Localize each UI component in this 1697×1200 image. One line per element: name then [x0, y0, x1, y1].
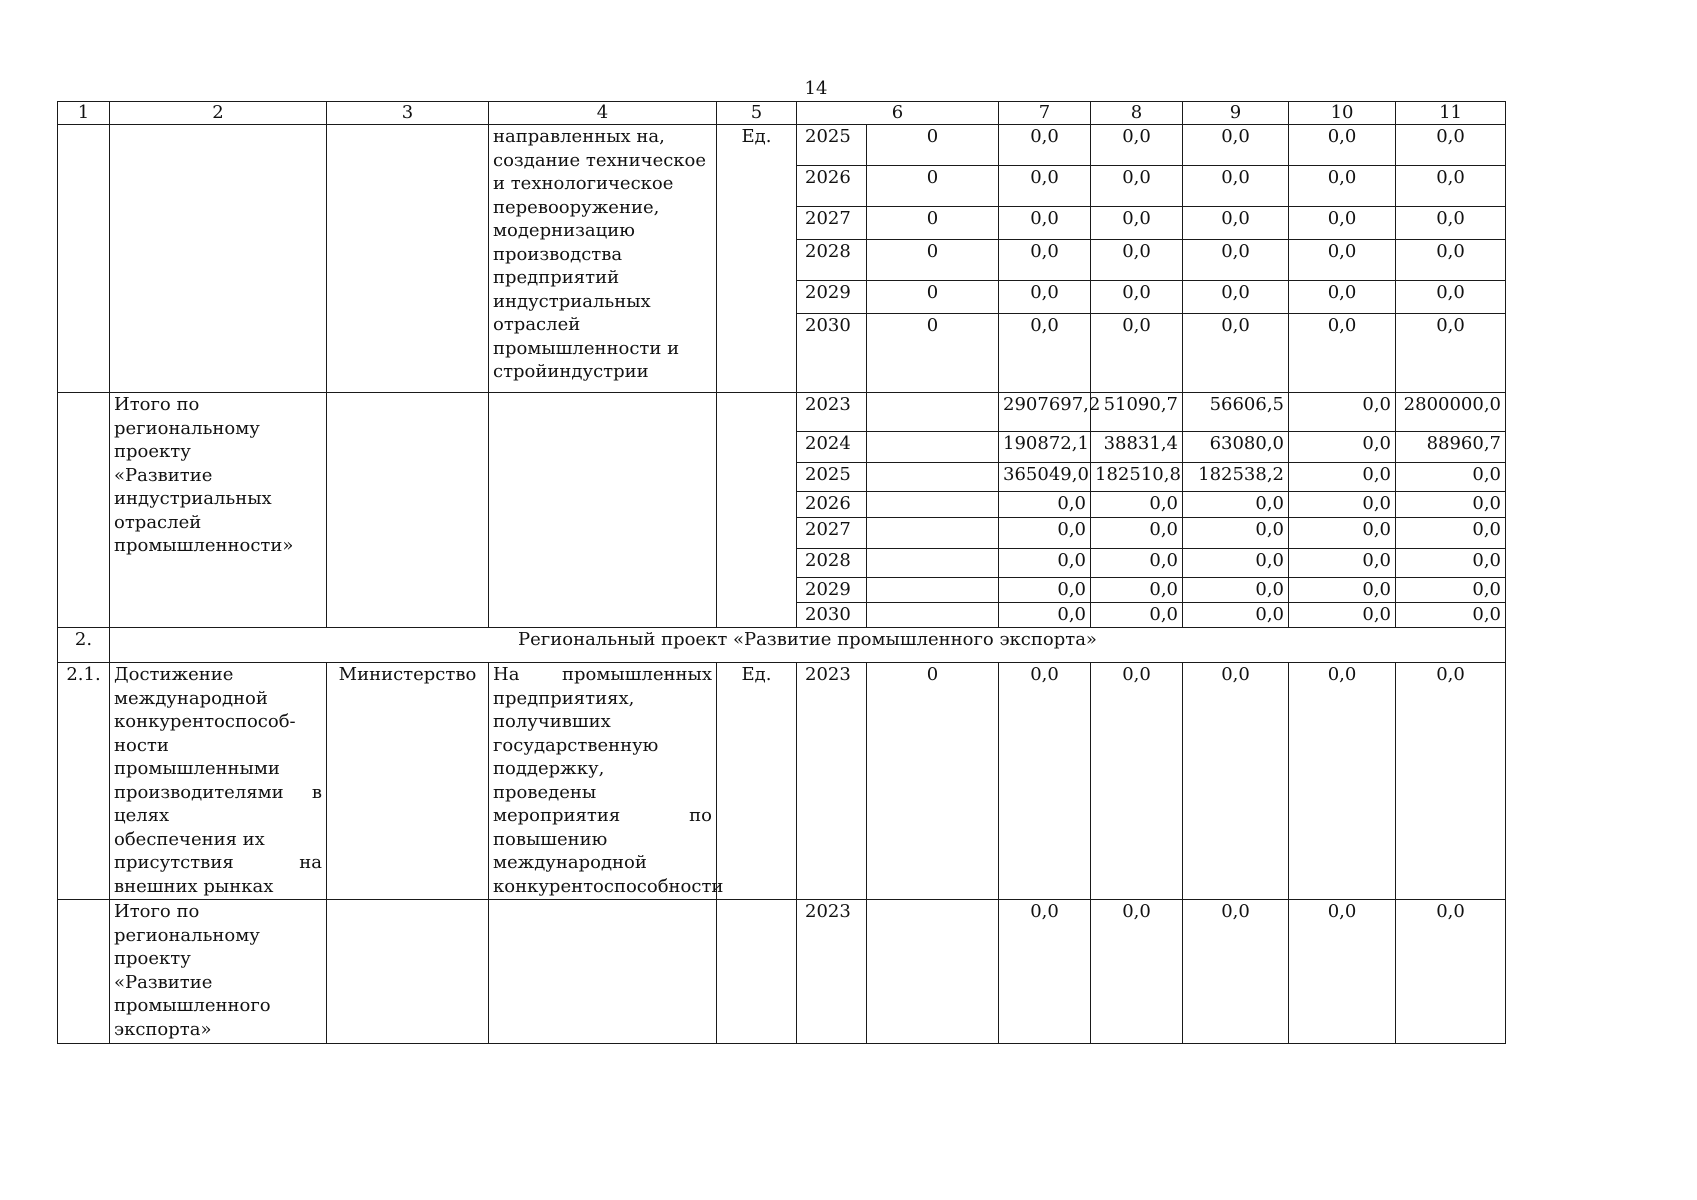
value-cell: 0,0	[999, 240, 1091, 281]
header-cell: 9	[1183, 102, 1289, 125]
value-cell: 0,0	[1289, 663, 1396, 900]
total2-row	[58, 900, 1506, 1044]
value-cell: 0,0	[1091, 900, 1183, 1044]
value-cell: 0,0	[1396, 603, 1506, 628]
value-cell: 0,0	[1289, 549, 1396, 578]
value-cell: 0,0	[1396, 518, 1506, 549]
value-cell: 0,0	[1183, 603, 1289, 628]
value-cell: 2907697,2	[999, 393, 1091, 432]
value-cell: 0,0	[1289, 393, 1396, 432]
header-cell: 8	[1091, 102, 1183, 125]
measure-name	[110, 663, 327, 900]
year-cell: 2029	[797, 578, 867, 603]
empty-cell	[327, 393, 489, 628]
value-cell: 0	[867, 240, 999, 281]
row-2-1	[58, 663, 1506, 900]
empty-cell	[867, 393, 999, 432]
text-line: предприятиях,	[493, 687, 635, 709]
value-cell: 0,0	[1396, 314, 1506, 393]
value-cell: 0,0	[1183, 492, 1289, 518]
value-cell: 0,0	[999, 578, 1091, 603]
value-cell: 0	[867, 207, 999, 240]
empty-cell	[327, 125, 489, 393]
total-label	[110, 393, 327, 628]
text-line: промышленными	[114, 758, 280, 779]
value-cell: 0,0	[1289, 518, 1396, 549]
empty-cell	[867, 432, 999, 463]
header-cell: 6	[797, 102, 999, 125]
text-line: проведены	[493, 781, 597, 803]
value-cell: 0,0	[999, 166, 1091, 207]
value-cell: 0,0	[1396, 492, 1506, 518]
header-cell: 3	[327, 102, 489, 125]
text-line: направленных на,	[493, 126, 665, 147]
value-cell: 0,0	[1091, 207, 1183, 240]
empty-cell	[867, 549, 999, 578]
value-cell: 0,0	[1091, 492, 1183, 518]
section-row	[58, 628, 1506, 663]
year-cell: 2030	[797, 314, 867, 393]
value-cell: 0,0	[999, 518, 1091, 549]
block1	[58, 125, 1506, 393]
value-cell: 182538,2	[1183, 463, 1289, 492]
value-cell: 0,0	[1091, 281, 1183, 314]
value-cell: 0,0	[1396, 125, 1506, 166]
value-cell: 56606,5	[1183, 393, 1289, 432]
text-line: международной	[114, 687, 268, 709]
value-cell: 0	[867, 125, 999, 166]
value-cell: 0,0	[999, 492, 1091, 518]
empty-cell	[58, 125, 110, 393]
year-cell: 2027	[797, 518, 867, 549]
value-cell: 0,0	[1396, 549, 1506, 578]
value-cell: 0,0	[1289, 603, 1396, 628]
value-cell: 0,0	[1183, 166, 1289, 207]
value-cell: 0,0	[1396, 663, 1506, 900]
value-cell: 0,0	[1183, 578, 1289, 603]
text-line: отраслей	[493, 314, 581, 335]
empty-cell	[717, 900, 797, 1044]
value-cell: 182510,8	[1091, 463, 1183, 492]
header-row	[58, 102, 1506, 125]
header-cell: 4	[489, 102, 717, 125]
year-cell: 2026	[797, 166, 867, 207]
value-cell: 0,0	[999, 663, 1091, 900]
value-cell: 0	[867, 663, 999, 900]
value-cell: 0,0	[1091, 549, 1183, 578]
text-line: стройиндустрии	[493, 361, 649, 382]
year-cell: 2023	[797, 900, 867, 1044]
value-cell: 0,0	[1183, 207, 1289, 240]
text-line: «Развитие	[114, 971, 213, 993]
unit: Ед.	[717, 663, 797, 900]
text-line: предприятий	[493, 267, 620, 288]
text-line: конкурентоспособности	[493, 875, 724, 897]
text-line: поддержку,	[493, 758, 605, 779]
text-line: присутствия на	[114, 852, 322, 873]
value-cell: 0,0	[1289, 900, 1396, 1044]
value-cell: 190872,1	[999, 432, 1091, 463]
value-cell: 365049,0	[999, 463, 1091, 492]
value-cell: 0,0	[1289, 432, 1396, 463]
value-cell: 0,0	[1183, 518, 1289, 549]
value-cell: 0,0	[1183, 663, 1289, 900]
text-line: внешних рынках	[114, 875, 274, 897]
text-line: отраслей	[114, 511, 202, 533]
empty-cell	[867, 492, 999, 518]
value-cell: 0,0	[1183, 314, 1289, 393]
value-cell: 0,0	[1396, 281, 1506, 314]
indicator-name	[489, 125, 717, 393]
year-cell: 2029	[797, 281, 867, 314]
text-line: государственную	[493, 734, 659, 756]
text-line: целях	[114, 805, 170, 826]
table-row	[58, 393, 1506, 432]
value-cell: 51090,7	[1091, 393, 1183, 432]
text-line: производства	[493, 243, 623, 265]
empty-cell	[717, 393, 797, 628]
value-cell: 0,0	[1289, 207, 1396, 240]
year-cell: 2026	[797, 492, 867, 518]
year-cell: 2024	[797, 432, 867, 463]
header-cell: 1	[58, 102, 110, 125]
text-line: производителями в	[114, 781, 322, 803]
value-cell: 0,0	[999, 900, 1091, 1044]
row-number: 2.1.	[58, 663, 110, 900]
text-line: «Развитие	[114, 464, 213, 486]
header-cell: 7	[999, 102, 1091, 125]
responsible: Министерство	[327, 663, 489, 900]
empty-cell	[867, 463, 999, 492]
unit: Ед.	[717, 125, 797, 393]
value-cell: 0,0	[1091, 518, 1183, 549]
value-cell: 0,0	[1091, 314, 1183, 393]
value-cell: 0	[867, 281, 999, 314]
value-cell: 0,0	[1091, 578, 1183, 603]
text-line: и технологическое	[493, 173, 674, 194]
value-cell: 0,0	[999, 603, 1091, 628]
empty-cell	[867, 900, 999, 1044]
value-cell: 0,0	[999, 281, 1091, 314]
value-cell: 0,0	[999, 314, 1091, 393]
text-line: создание техническое	[493, 149, 707, 171]
table-row	[58, 125, 1506, 166]
empty-cell	[489, 900, 717, 1044]
value-cell: 0,0	[1091, 125, 1183, 166]
header-cell: 5	[717, 102, 797, 125]
text-line: мероприятия по	[493, 805, 712, 826]
text-line: проекту	[114, 441, 191, 462]
text-line: индустриальных	[114, 488, 272, 509]
value-cell: 0,0	[999, 207, 1091, 240]
value-cell: 0,0	[1289, 281, 1396, 314]
value-cell: 0,0	[1289, 240, 1396, 281]
value-cell: 0,0	[999, 125, 1091, 166]
year-cell: 2025	[797, 463, 867, 492]
value-cell: 0,0	[1183, 281, 1289, 314]
value-cell: 0,0	[1396, 900, 1506, 1044]
value-cell: 0,0	[1396, 463, 1506, 492]
value-cell: 88960,7	[1396, 432, 1506, 463]
value-cell: 0,0	[1396, 240, 1506, 281]
text-line: На промышленных	[493, 664, 712, 685]
empty-cell	[327, 900, 489, 1044]
value-cell: 0,0	[1289, 125, 1396, 166]
text-line: промышленности и	[493, 337, 680, 359]
data-table	[57, 101, 1506, 1044]
text-line: индустриальных	[493, 290, 651, 312]
value-cell: 0	[867, 314, 999, 393]
value-cell: 0,0	[1289, 314, 1396, 393]
year-cell: 2030	[797, 603, 867, 628]
value-cell: 0,0	[1289, 463, 1396, 492]
empty-cell	[58, 393, 110, 628]
text-line: Итого по	[114, 394, 200, 415]
value-cell: 0,0	[1183, 900, 1289, 1044]
value-cell: 0,0	[1396, 207, 1506, 240]
text-line: промышленного	[114, 995, 271, 1016]
section-number: 2.	[58, 628, 110, 663]
value-cell: 0,0	[1183, 240, 1289, 281]
empty-cell	[867, 603, 999, 628]
empty-cell	[489, 393, 717, 628]
value-cell: 38831,4	[1091, 432, 1183, 463]
year-cell: 2023	[797, 393, 867, 432]
value-cell: 0,0	[1183, 549, 1289, 578]
header-cell: 2	[110, 102, 327, 125]
text-line: региональному	[114, 417, 260, 439]
text-line: проекту	[114, 948, 191, 969]
total1	[58, 393, 1506, 628]
value-cell: 0	[867, 166, 999, 207]
text-line: перевооружение,	[493, 196, 660, 218]
text-line: модернизацию	[493, 220, 635, 241]
text-line: экспорта»	[114, 1018, 212, 1040]
value-cell: 0,0	[999, 549, 1091, 578]
year-cell: 2027	[797, 207, 867, 240]
text-line: обеспечения их	[114, 828, 265, 850]
value-cell: 0,0	[1091, 663, 1183, 900]
value-cell: 0,0	[1289, 166, 1396, 207]
text-line: региональному	[114, 924, 260, 946]
text-line: повышению	[493, 828, 608, 850]
year-cell: 2023	[797, 663, 867, 900]
text-line: международной	[493, 852, 647, 873]
empty-cell	[58, 900, 110, 1044]
value-cell: 0,0	[1091, 603, 1183, 628]
value-cell: 0,0	[1091, 240, 1183, 281]
header-cell: 11	[1396, 102, 1506, 125]
page-number: 14	[804, 78, 828, 99]
value-cell: 0,0	[1396, 166, 1506, 207]
text-line: Достижение	[114, 664, 234, 685]
indicator-name	[489, 663, 724, 900]
year-cell: 2028	[797, 240, 867, 281]
empty-cell	[110, 125, 327, 393]
year-cell: 2028	[797, 549, 867, 578]
value-cell: 0,0	[1183, 125, 1289, 166]
value-cell: 0,0	[1289, 492, 1396, 518]
text-line: промышленности»	[114, 535, 294, 556]
text-line: Итого по	[114, 901, 200, 922]
value-cell: 0,0	[1091, 166, 1183, 207]
text-line: конкурентоспособ-	[114, 711, 296, 732]
value-cell: 2800000,0	[1396, 393, 1506, 432]
value-cell: 63080,0	[1183, 432, 1289, 463]
total-label	[110, 900, 327, 1044]
empty-cell	[867, 578, 999, 603]
value-cell: 0,0	[1396, 578, 1506, 603]
text-line: ности	[114, 734, 169, 756]
section-title: Региональный проект «Развитие промышленного экспорта»	[110, 628, 1506, 663]
text-line: получивших	[493, 711, 611, 732]
empty-cell	[867, 518, 999, 549]
value-cell: 0,0	[1289, 578, 1396, 603]
year-cell: 2025	[797, 125, 867, 166]
header-cell: 10	[1289, 102, 1396, 125]
